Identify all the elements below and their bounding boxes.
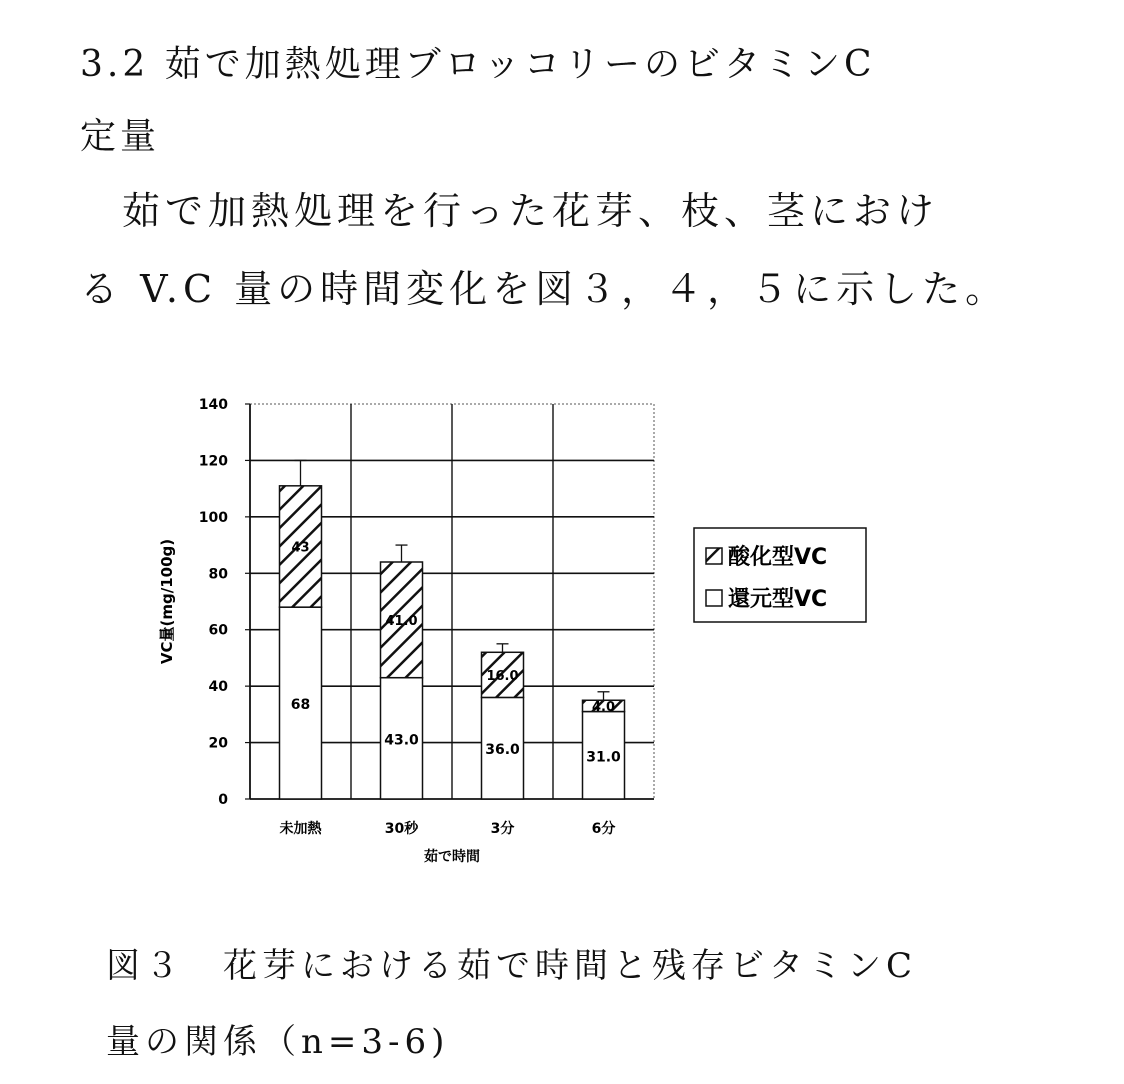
section-heading: 3.2 茹で加熱処理ブロッコリーのビタミンC bbox=[80, 44, 876, 85]
y-tick-label: 60 bbox=[208, 622, 228, 639]
x-tick-label: 未加熱 bbox=[279, 821, 322, 837]
x-tick-label: 3分 bbox=[490, 821, 515, 837]
y-tick-label: 20 bbox=[208, 735, 228, 752]
data-label-reduced-vc: 43.0 bbox=[384, 732, 419, 749]
body-paragraph-line-1: 茹で加熱処理を行った花芽、枝、茎におけ bbox=[122, 189, 940, 233]
legend-label: 還元型VC bbox=[728, 587, 828, 612]
figure-caption-continued: 量の関係（n=3-6) bbox=[106, 1022, 450, 1062]
y-tick-label: 80 bbox=[208, 566, 228, 583]
y-axis-title: VC量(mg/100g) bbox=[158, 538, 176, 665]
x-tick-label: 30秒 bbox=[384, 821, 419, 837]
y-tick-label: 40 bbox=[208, 679, 228, 696]
y-tick-label: 140 bbox=[198, 397, 228, 413]
data-label-reduced-vc: 31.0 bbox=[586, 749, 621, 766]
y-tick-label: 120 bbox=[198, 453, 228, 470]
section-heading-continued: 定量 bbox=[80, 116, 161, 157]
legend-label: 酸化型VC bbox=[728, 545, 828, 570]
x-axis-title: 茹で時間 bbox=[424, 849, 480, 865]
data-label-oxidized-vc: 41.0 bbox=[385, 613, 418, 629]
y-tick-label: 100 bbox=[198, 509, 228, 526]
data-label-oxidized-vc: 4.0 bbox=[591, 699, 616, 715]
data-label-oxidized-vc: 43 bbox=[291, 540, 310, 556]
vitamin-c-bar-chart bbox=[150, 380, 890, 880]
legend-swatch bbox=[706, 548, 722, 564]
x-tick-label: 6分 bbox=[591, 821, 616, 837]
y-tick-label: 0 bbox=[218, 792, 228, 808]
data-label-oxidized-vc: 16.0 bbox=[486, 668, 519, 684]
data-label-reduced-vc: 36.0 bbox=[485, 742, 520, 759]
body-paragraph-line-2: る V.C 量の時間変化を図３，４，５に示した。 bbox=[80, 267, 1009, 311]
data-label-reduced-vc: 68 bbox=[290, 697, 311, 714]
legend-swatch bbox=[706, 590, 722, 606]
figure-caption: 図３ 花芽における茹で時間と残存ビタミンC bbox=[106, 946, 918, 986]
